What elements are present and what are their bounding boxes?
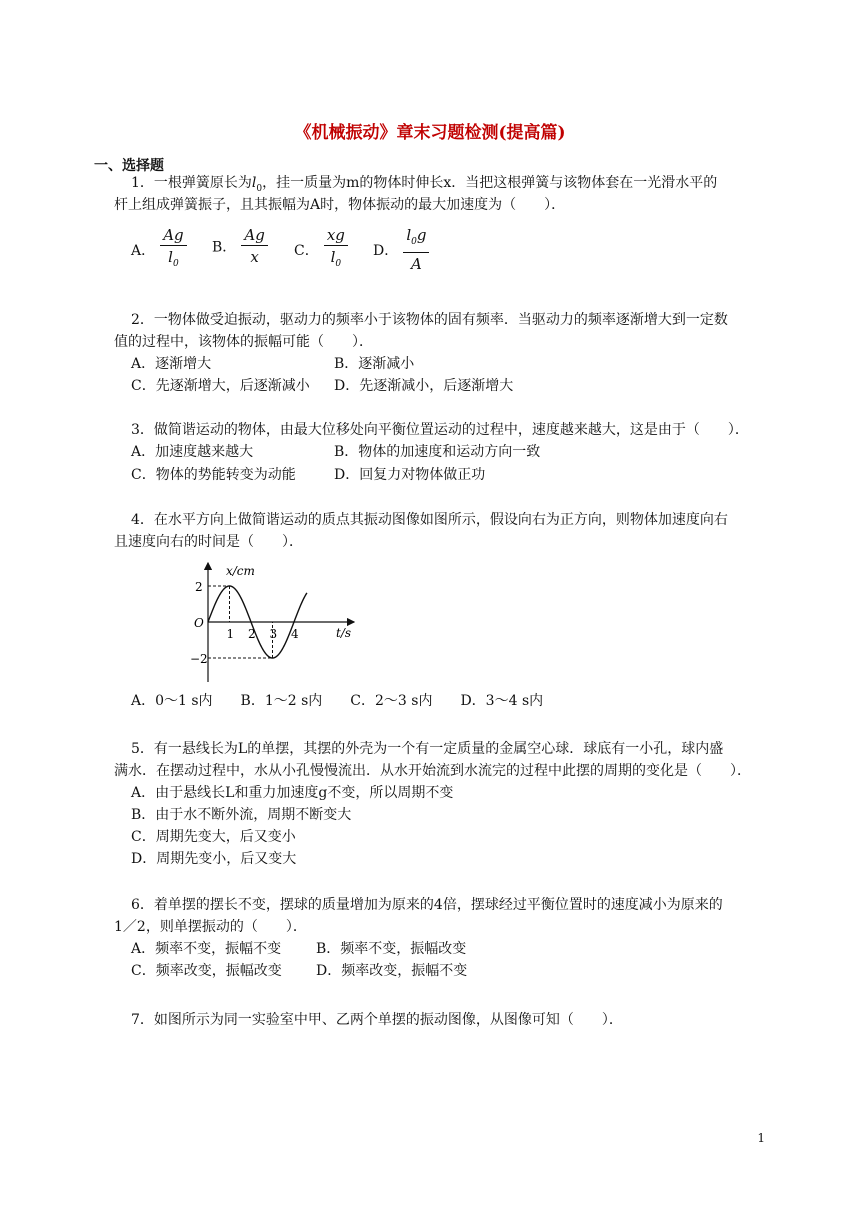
q3-option-d: D．回复力对物体做正功 xyxy=(334,467,486,483)
y-tick-label: −2 xyxy=(190,652,208,666)
q1-option-a: A． $\frac{Ag}{l_0}$ xyxy=(131,225,187,275)
x-tick-label: 1 xyxy=(226,627,235,641)
q5-option-a: A．由于悬线长L和重力加速度g不变，所以周期不变 xyxy=(131,785,454,801)
q5-line2: 满水．在摆动过程中，水从小孔慢慢流出．从水开始流到水流完的过程中此摆的周期的变化是（ ）． xyxy=(114,763,751,779)
y-axis-label: x/cm xyxy=(226,564,255,578)
vibration-graph xyxy=(190,557,370,685)
fraction: $\frac{Ag}{l_0}$ xyxy=(160,225,186,275)
q1-line2: 杆上组成弹簧振子，且其振幅为A时，物体振动的最大加速度为（ ）． xyxy=(114,197,566,213)
q6-line1: 6．着单摆的摆长不变，摆球的质量增加为原来的4倍，摆球经过平衡位置时的速度减小为原来的 xyxy=(131,897,723,913)
q3-option-c: C．物体的势能转变为动能 xyxy=(131,467,296,483)
fraction: $\frac{Ag}{x}$ xyxy=(241,225,267,268)
q3-option-a: A．加速度越来越大 xyxy=(131,444,254,460)
q6-option-c: C．频率改变，振幅改变 xyxy=(131,963,282,979)
q5-line1: 5．有一悬线长为L的单摆，其摆的外壳为一个有一定质量的金属空心球．球底有一小孔，球内盛 xyxy=(131,741,724,757)
q6-option-d: D．频率改变，振幅不变 xyxy=(316,963,468,979)
q3-line1: 3．做简谐运动的物体，由最大位移处向平衡位置运动的过程中，速度越来越大，这是由于（ ）． xyxy=(131,422,749,438)
q7-line1: 7．如图所示为同一实验室中甲、乙两个单摆的振动图像，从图像可知（ ）． xyxy=(131,1012,623,1028)
x-axis-label: t/s xyxy=(336,626,352,640)
q5-option-d: D．周期先变小，后又变大 xyxy=(131,851,297,867)
document-title: 《机械振动》章末习题检测(提高篇) xyxy=(294,123,566,143)
q2-line1: 2．一物体做受迫振动，驱动力的频率小于该物体的固有频率．当驱动力的频率逐渐增大到一定数 xyxy=(131,312,728,328)
q4-line2: 且速度向右的时间是（ ）． xyxy=(114,534,303,550)
q3-option-b: B．物体的加速度和运动方向一致 xyxy=(334,444,541,460)
fraction: $\frac{l_0g}{A}$ xyxy=(403,225,429,275)
section-heading: 一、选择题 xyxy=(94,158,164,174)
q5-option-c: C．周期先变大，后又变小 xyxy=(131,829,296,845)
q1-line1: 1．一根弹簧原长为$l_0$，挂一质量为m的物体时伸长x．当把这根弹簧与该物体套在一光滑水平的 xyxy=(131,175,718,194)
page-number: 1 xyxy=(757,1131,765,1145)
q5-option-b: B．由于水不断外流，周期不断变大 xyxy=(131,807,352,823)
origin-label: O xyxy=(194,616,204,630)
fraction: $\frac{xg}{l_0}$ xyxy=(324,225,348,275)
q6-option-a: A．频率不变，振幅不变 xyxy=(131,941,282,957)
q1-option-b: B． $\frac{Ag}{x}$ xyxy=(212,225,268,268)
q1-option-c: C． $\frac{xg}{l_0}$ xyxy=(294,225,348,275)
y-tick-label: 2 xyxy=(195,580,203,594)
q2-line2: 值的过程中，该物体的振幅可能（ ）． xyxy=(114,334,373,350)
q4-options: A．0～1 s内 B．1～2 s内 C．2～3 s内 D．3～4 s内 xyxy=(131,693,544,709)
q2-option-c: C．先逐渐增大，后逐渐减小 xyxy=(131,378,310,394)
q6-option-b: B．频率不变，振幅改变 xyxy=(316,941,467,957)
x-tick-label: 4 xyxy=(291,627,299,641)
q4-line1: 4．在水平方向上做简谐运动的质点其振动图像如图所示，假设向右为正方向，则物体加速度向右 xyxy=(131,512,728,528)
q2-option-d: D．先逐渐减小，后逐渐增大 xyxy=(334,378,514,394)
q1-option-d: D． $\frac{l_0g}{A}$ xyxy=(373,225,429,275)
x-tick-label: 3 xyxy=(269,627,278,641)
q6-line2: 1／2，则单摆振动的（ ）． xyxy=(114,919,307,935)
q2-option-b: B．逐渐减小 xyxy=(334,356,415,372)
q2-option-a: A．逐渐增大 xyxy=(131,356,212,372)
x-tick-label: 2 xyxy=(248,627,256,641)
